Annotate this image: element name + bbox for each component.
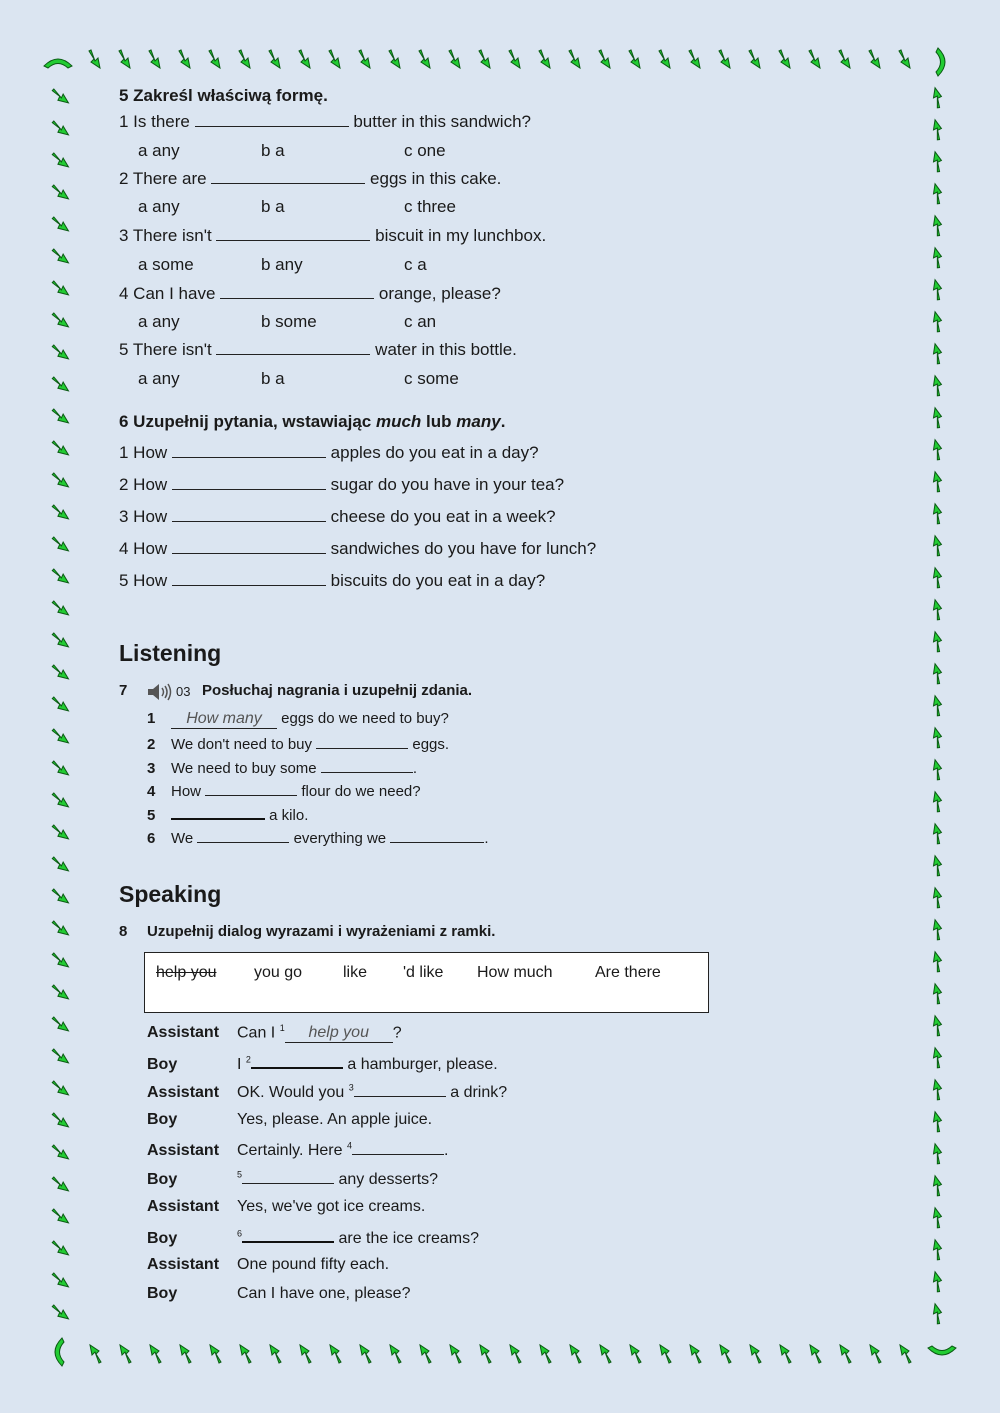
border-arrow-top [359, 50, 370, 68]
border-arrow-top [839, 50, 850, 68]
border-arrow-bottom [480, 1345, 491, 1363]
border-arrow-right [929, 152, 945, 173]
question-text: orange, please? [378, 284, 501, 303]
border-arrow-left [52, 790, 68, 811]
dialog-line-10 [147, 1285, 410, 1303]
answer-blank[interactable] [242, 1169, 334, 1184]
border-arrow-right [929, 376, 945, 397]
ex5-question-2 [119, 169, 501, 189]
border-arrow-right [929, 120, 945, 141]
border-arrow-right [929, 1176, 945, 1197]
listening-item-6 [147, 828, 488, 847]
border-arrow-right [929, 1272, 945, 1293]
question-text: apples do you eat in a day? [330, 443, 539, 462]
item-text: everything we [293, 830, 387, 847]
dialog-line-8 [147, 1227, 479, 1248]
question-text: biscuit in my lunchbox. [375, 226, 547, 245]
border-arrow-right [929, 248, 945, 269]
exercise-7-number: 7 [119, 682, 128, 699]
border-arrow-bottom [420, 1345, 431, 1363]
border-arrow-bottom [840, 1345, 851, 1363]
border-arrow-top [539, 50, 550, 68]
border-arrow-right [929, 600, 945, 621]
border-arrow-right [929, 888, 945, 909]
item-number: 1 [147, 710, 156, 727]
option-b[interactable]: b any [261, 255, 303, 274]
border-arrow-left [52, 854, 68, 875]
border-arrow-right [929, 1048, 945, 1069]
border-arrow-right [929, 1112, 945, 1133]
question-text: biscuits do you eat in a day? [330, 571, 546, 590]
border-arrow-right [929, 1080, 945, 1101]
option-b[interactable]: b a [261, 141, 285, 160]
border-arrow-left [52, 758, 68, 779]
border-arrow-right [929, 344, 945, 365]
border-arrow-left [52, 374, 68, 395]
border-arrow-bottom [570, 1345, 581, 1363]
option-a[interactable]: a any [138, 141, 180, 160]
border-arrow-bottom [630, 1345, 641, 1363]
border-arrow-top [899, 50, 910, 68]
item-text: . [484, 830, 489, 847]
ex6-question-3 [119, 507, 556, 527]
exercise-8-instruction: Uzupełnij dialog wyrazami i wyrażeniami z ramki. [147, 923, 496, 940]
border-arrow-right [929, 1208, 945, 1229]
speaker-name: Boy [147, 1056, 178, 1073]
border-arrow-right [929, 1304, 945, 1325]
border-arrow-bottom [210, 1345, 221, 1363]
border-arrow-right [929, 792, 945, 813]
border-arrow-left [52, 1110, 68, 1131]
speaker-name: Boy [147, 1285, 178, 1302]
border-arrow-left [52, 598, 68, 619]
answer-blank[interactable] [172, 475, 326, 490]
border-corner-swoosh [55, 1338, 64, 1366]
border-arrow-top [779, 50, 790, 68]
border-arrow-right [929, 824, 945, 845]
listening-item-4 [147, 781, 421, 800]
dialog-text: are the ice creams? [338, 1230, 479, 1247]
ex5-question-5 [119, 340, 517, 360]
border-arrow-top [629, 50, 640, 68]
gap-number: 2 [245, 1054, 251, 1065]
option-c[interactable]: c one [404, 141, 446, 160]
border-arrow-bottom [900, 1345, 911, 1363]
border-arrow-bottom [780, 1345, 791, 1363]
border-arrow-left [52, 630, 68, 651]
border-arrow-left [52, 438, 68, 459]
border-arrow-bottom [450, 1345, 461, 1363]
border-arrow-bottom [360, 1345, 371, 1363]
word-box-item: like [343, 964, 368, 981]
item-number: 3 [147, 760, 156, 777]
border-arrow-bottom [120, 1345, 131, 1363]
border-arrow-top [569, 50, 580, 68]
border-arrow-bottom [540, 1345, 551, 1363]
question-text: 3 How [119, 507, 168, 526]
border-arrow-right [929, 856, 945, 877]
answer-blank[interactable] [390, 828, 484, 843]
border-arrow-bottom [390, 1345, 401, 1363]
dialog-line-9 [147, 1256, 389, 1274]
dialog-line-3 [147, 1082, 507, 1102]
gap-number: 5 [237, 1169, 243, 1180]
border-arrow-right [929, 472, 945, 493]
word-box-item: 'd like [403, 964, 444, 981]
listening-item-2 [147, 734, 449, 753]
dialog-text: Can I [237, 1024, 276, 1042]
border-arrow-right [929, 728, 945, 749]
border-arrow-left [52, 1046, 68, 1067]
option-b[interactable]: b a [261, 197, 285, 216]
item-text: flour do we need? [301, 783, 421, 800]
border-arrow-top [809, 50, 820, 68]
gap-number: 1 [279, 1023, 285, 1033]
title-text: lub [421, 412, 457, 431]
question-text: sandwiches do you have for lunch? [330, 539, 597, 558]
border-arrow-right [929, 88, 945, 109]
option-a[interactable]: a some [138, 255, 194, 274]
border-arrow-right [929, 568, 945, 589]
dialog-line-2 [147, 1053, 498, 1074]
border-arrow-top [389, 50, 400, 68]
border-arrow-left [52, 1302, 68, 1323]
border-arrow-top [659, 50, 670, 68]
ex5-question-1 [119, 112, 531, 132]
border-arrow-top [749, 50, 760, 68]
speaker-name: Boy [147, 1230, 178, 1247]
dialog-line-6 [147, 1169, 438, 1189]
border-arrow-right [929, 664, 945, 685]
border-arrow-left [52, 982, 68, 1003]
border-arrow-top [689, 50, 700, 68]
border-arrow-top [209, 50, 220, 68]
dialog-text: . [443, 1142, 449, 1159]
border-arrow-left [52, 534, 68, 555]
dialog-line-4 [147, 1111, 432, 1129]
border-arrow-top [449, 50, 460, 68]
border-corner-swoosh [936, 48, 945, 76]
border-arrow-top [269, 50, 280, 68]
item-number: 2 [147, 736, 156, 753]
border-arrow-left [52, 822, 68, 843]
question-text: 1 How [119, 443, 168, 462]
border-arrow-left [52, 214, 68, 235]
border-arrow-left [52, 566, 68, 587]
question-text: 4 Can I have [119, 284, 216, 303]
question-text: 2 How [119, 475, 168, 494]
border-arrow-left [52, 726, 68, 747]
border-arrow-right [929, 504, 945, 525]
ex6-question-1 [119, 443, 539, 463]
dialog-text: One pound fifty each. [237, 1256, 390, 1273]
border-arrow-top [419, 50, 430, 68]
answer-blank[interactable] [242, 1227, 334, 1243]
listening-heading: Listening [119, 640, 222, 666]
exercise-8-number: 8 [119, 923, 128, 940]
border-arrow-left [52, 1174, 68, 1195]
dialog-text: Certainly. Here [237, 1142, 343, 1159]
border-arrow-bottom [330, 1345, 341, 1363]
border-arrow-bottom [870, 1345, 881, 1363]
border-arrow-top [149, 50, 160, 68]
border-arrow-bottom [240, 1345, 251, 1363]
border-arrow-left [52, 278, 68, 299]
border-arrow-bottom [690, 1345, 701, 1363]
border-arrow-right [929, 952, 945, 973]
border-arrow-bottom [300, 1345, 311, 1363]
question-text: 3 There isn't [119, 226, 212, 245]
border-arrow-right [929, 408, 945, 429]
option-a[interactable]: a any [138, 312, 180, 331]
word-box [144, 952, 709, 1013]
answer-blank[interactable] [211, 169, 365, 184]
question-text: butter in this sandwich? [353, 112, 531, 131]
speaker-name: Assistant [147, 1084, 220, 1101]
speaker-name: Assistant [147, 1198, 220, 1215]
border-arrow-bottom [180, 1345, 191, 1363]
border-arrow-top [719, 50, 730, 68]
border-arrow-left [52, 406, 68, 427]
border-arrow-top [479, 50, 490, 68]
item-text: . [412, 760, 417, 777]
exercise-5-title: 5 Zakreśl właściwą formę. [119, 86, 328, 105]
item-number: 4 [147, 783, 156, 800]
word-box-item: you go [254, 964, 303, 981]
border-arrow-left [52, 1206, 68, 1227]
border-arrow-right [929, 984, 945, 1005]
answer-blank[interactable] [352, 1140, 444, 1155]
border-arrow-left [52, 950, 68, 971]
option-b[interactable]: b some [261, 312, 317, 331]
answer-blank[interactable] [171, 804, 265, 820]
option-c[interactable]: c an [404, 312, 437, 331]
listening-item-1 [147, 710, 449, 729]
border-arrow-right [929, 440, 945, 461]
question-text: water in this bottle. [375, 340, 517, 359]
border-arrow-left [52, 1142, 68, 1163]
answer-blank[interactable] [220, 284, 374, 299]
title-many: many [456, 412, 501, 431]
border-arrow-left [52, 694, 68, 715]
item-text: We don't need to buy [171, 736, 313, 753]
border-arrow-right [929, 280, 945, 301]
border-arrow-left [52, 118, 68, 139]
border-arrow-left [52, 886, 68, 907]
border-arrow-top [599, 50, 610, 68]
border-arrow-left [52, 246, 68, 267]
border-arrow-left [52, 1270, 68, 1291]
item-text: eggs do we need to buy? [281, 710, 449, 727]
dialog-text: Yes, please. An apple juice. [237, 1111, 433, 1128]
border-arrow-top [179, 50, 190, 68]
option-a[interactable]: a any [138, 197, 180, 216]
dialog-line-5 [147, 1140, 448, 1160]
option-c[interactable]: c three [404, 197, 456, 216]
title-much: much [375, 412, 422, 431]
dialog-text: a drink? [450, 1084, 508, 1101]
question-text: 5 There isn't [119, 340, 212, 359]
item-number: 5 [147, 807, 156, 824]
border-corner-swoosh [928, 1346, 956, 1355]
border-arrow-left [52, 182, 68, 203]
dialog-text: I [237, 1056, 242, 1073]
answer-blank[interactable] [172, 507, 326, 522]
border-corner-swoosh [44, 59, 72, 68]
border-arrow-left [52, 86, 68, 107]
question-text: sugar do you have in your tea? [330, 475, 565, 494]
border-arrow-right [929, 760, 945, 781]
border-arrow-top [239, 50, 250, 68]
question-text: 5 How [119, 571, 168, 590]
item-text: We need to buy some [171, 760, 317, 777]
border-arrow-right [929, 536, 945, 557]
item-text: We [171, 830, 194, 847]
dialog-line-7 [147, 1198, 425, 1216]
ex6-question-5 [119, 571, 545, 591]
question-text: 4 How [119, 539, 168, 558]
border-arrow-left [52, 918, 68, 939]
speaker-name: Boy [147, 1171, 178, 1188]
border-arrow-right [929, 1016, 945, 1037]
answer-blank[interactable] [197, 828, 289, 843]
dialog-text: a hamburger, please. [347, 1056, 498, 1073]
speaking-heading: Speaking [119, 881, 222, 907]
answer-blank[interactable] [172, 443, 326, 458]
dialog-text: any desserts? [338, 1171, 439, 1188]
answer-blank[interactable] [316, 734, 408, 749]
border-arrow-left [52, 342, 68, 363]
title-text: 6 Uzupełnij pytania, wstawiając [119, 412, 376, 431]
gap-number: 4 [346, 1140, 352, 1151]
word-box-item: How much [477, 964, 553, 981]
answer-blank[interactable] [216, 340, 370, 355]
border-arrow-left [52, 470, 68, 491]
dialog-text: Yes, we've got ice creams. [237, 1198, 426, 1215]
border-arrow-top [299, 50, 310, 68]
border-arrow-right [929, 184, 945, 205]
ex6-question-4 [119, 539, 596, 559]
speaker-name: Assistant [147, 1024, 220, 1042]
option-a[interactable]: a any [138, 369, 180, 388]
answer-blank[interactable] [251, 1053, 343, 1069]
word-box-item: help you [156, 964, 217, 981]
item-text: eggs. [412, 736, 450, 753]
border-arrow-top [119, 50, 130, 68]
border-arrow-right [929, 920, 945, 941]
border-arrow-bottom [150, 1345, 161, 1363]
answer-blank[interactable] [354, 1082, 446, 1097]
answer-blank[interactable] [216, 226, 370, 241]
border-arrow-top [509, 50, 520, 68]
border-arrow-right [929, 696, 945, 717]
ex6-question-2 [119, 475, 564, 495]
gap-number: 6 [237, 1228, 243, 1239]
question-text: 2 There are [119, 169, 207, 188]
speaker-name: Boy [147, 1111, 178, 1128]
item-number: 6 [147, 830, 156, 847]
speaker-icon[interactable] [147, 683, 175, 706]
border-arrow-left [52, 150, 68, 171]
speaker-name: Assistant [147, 1142, 220, 1159]
question-text: cheese do you eat in a week? [330, 507, 556, 526]
border-arrow-left [52, 1014, 68, 1035]
option-c[interactable]: c some [404, 369, 459, 388]
answer-blank[interactable] [205, 781, 297, 796]
answer-blank[interactable] [195, 112, 349, 127]
border-arrow-right [929, 1240, 945, 1261]
example-answer: help you [285, 1024, 393, 1043]
border-arrow-left [52, 502, 68, 523]
ex5-question-4 [119, 284, 501, 304]
border-arrow-left [52, 1078, 68, 1099]
answer-blank[interactable] [172, 539, 326, 554]
border-arrow-top [329, 50, 340, 68]
exercise-7-instruction: Posłuchaj nagrania i uzupełnij zdania. [202, 682, 473, 699]
speaker-icon-glyph [147, 683, 175, 701]
border-arrow-right [929, 312, 945, 333]
option-b[interactable]: b a [261, 369, 285, 388]
border-arrow-right [929, 216, 945, 237]
border-arrow-left [52, 310, 68, 331]
border-arrow-bottom [600, 1345, 611, 1363]
answer-blank[interactable] [321, 758, 413, 773]
dialog-text: OK. Would you [237, 1084, 345, 1101]
border-arrow-bottom [750, 1345, 761, 1363]
speaker-name: Assistant [147, 1256, 220, 1273]
border-arrow-bottom [510, 1345, 521, 1363]
dialog-line-1 [147, 1023, 402, 1043]
border-arrow-top [89, 50, 100, 68]
example-answer: How many [171, 710, 277, 729]
option-c[interactable]: c a [404, 255, 427, 274]
listening-item-5 [147, 804, 308, 824]
word-box-item: Are there [595, 964, 661, 981]
question-text: eggs in this cake. [370, 169, 502, 188]
border-arrow-top [869, 50, 880, 68]
border-arrow-right [929, 632, 945, 653]
border-arrow-bottom [90, 1345, 101, 1363]
border-arrow-bottom [660, 1345, 671, 1363]
listening-item-3 [147, 758, 417, 777]
track-number: 03 [176, 684, 191, 699]
item-text: How [171, 783, 202, 800]
gap-number: 3 [348, 1082, 354, 1093]
border-arrow-bottom [720, 1345, 731, 1363]
exercise-6-title [119, 412, 505, 432]
dialog-text: ? [392, 1024, 402, 1042]
border-arrow-right [929, 1144, 945, 1165]
border-arrow-left [52, 662, 68, 683]
border-arrow-bottom [810, 1345, 821, 1363]
title-text: . [500, 412, 506, 431]
dialog-text: Can I have one, please? [237, 1285, 411, 1302]
border-arrow-left [52, 1238, 68, 1259]
item-text: a kilo. [269, 807, 309, 824]
ex5-question-3 [119, 226, 546, 246]
answer-blank[interactable] [172, 571, 326, 586]
border-arrow-bottom [270, 1345, 281, 1363]
question-text: 1 Is there [119, 112, 190, 131]
